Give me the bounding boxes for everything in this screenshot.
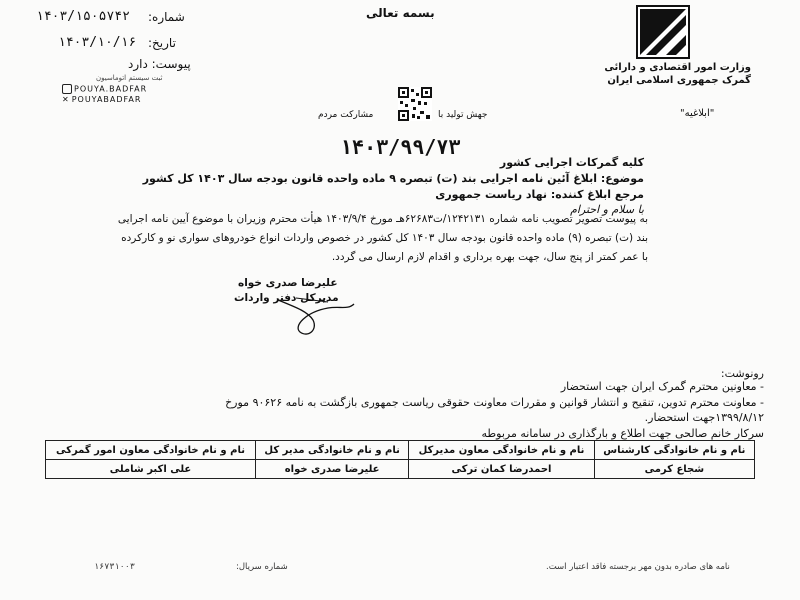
table-row bbox=[46, 460, 755, 479]
table-cell: احمدرضا کمان ترکی bbox=[409, 460, 594, 479]
body-line-3: با عمر کمتر از پنج سال، جهت بهره برداری و اقدام لازم ارسال می گردد. bbox=[331, 251, 648, 263]
cc-heading: رونوشت: bbox=[720, 367, 764, 380]
body-line-2: بند (ت) تبصره (۹) ماده واحده قانون بودجه سال ۱۴۰۳ کل کشور در خصوص واردات انواع خودروهای سواری نو و کارکرده bbox=[121, 232, 648, 244]
instagram-icon bbox=[62, 84, 72, 94]
footer-serial-label: شماره سریال: bbox=[236, 562, 288, 572]
table-header-row bbox=[46, 441, 755, 460]
date-label: تاریخ: bbox=[148, 36, 176, 50]
cc-item-3: ۱۳۹۹/۸/۱۲جهت استحضار. bbox=[644, 411, 764, 424]
footer-serial-number: ۱۶۷۳۱۰۰۳ bbox=[94, 562, 135, 572]
bismillah-heading: بسمه تعالی bbox=[366, 6, 435, 20]
footer-note: نامه های صادره بدون مهر برجسته فاقد اعتبار است. bbox=[546, 562, 730, 572]
table-cell: علی اکبر شاملی bbox=[46, 460, 256, 479]
slogan-right: مشارکت مردم bbox=[318, 110, 374, 120]
signatory-title: مدیرکل دفتر واردات bbox=[234, 292, 339, 304]
slogan-left: جهش تولید با bbox=[438, 110, 488, 120]
recipients-line: کلیه گمرکات اجرایی کشور bbox=[499, 156, 644, 169]
social-handle-1: POUYA.BADFAR bbox=[62, 84, 147, 94]
signature-icon bbox=[268, 290, 358, 340]
handwritten-note: ثبت سیستم اتوماسیون bbox=[96, 74, 163, 82]
qr-code-icon bbox=[398, 87, 432, 121]
customs-logo-icon bbox=[636, 5, 690, 59]
staff-table bbox=[45, 440, 755, 479]
social-handle-2: ✕ POUYABADFAR bbox=[62, 95, 142, 104]
org-name-line2: گمرک جمهوری اسلامی ایران bbox=[607, 75, 751, 86]
letter-date: ۱۴۰۳/۱۰/۱۶ bbox=[58, 35, 137, 50]
table-header-cell: نام و نام خانوادگی مدیر کل bbox=[256, 441, 409, 460]
table-cell: علیرضا صدری خواه bbox=[256, 460, 409, 479]
table-header-cell: نام و نام خانوادگی معاون مدیرکل bbox=[409, 441, 594, 460]
main-letter-number: ۱۴۰۳/۹۹/۷۳ bbox=[340, 135, 461, 159]
notice-label: "ابلاغیه" bbox=[680, 108, 715, 119]
x-icon: ✕ bbox=[62, 95, 70, 104]
cc-item-1: - معاونین محترم گمرک ایران جهت استحضار bbox=[560, 380, 764, 393]
greeting-line: با سلام و احترام bbox=[570, 203, 644, 216]
subject-line: موضوع: ابلاغ آئین نامه اجرایی بند (ت) تبصره ۹ ماده واحده قانون بودجه سال ۱۴۰۳ کل کشور bbox=[142, 172, 644, 185]
reference-line: مرجع ابلاغ کننده: نهاد ریاست جمهوری bbox=[435, 188, 644, 201]
cc-item-4: سرکار خانم صالحی جهت اطلاع و بارگذاری در سامانه مربوطه bbox=[481, 427, 764, 440]
attachment-label: پیوست: دارد bbox=[128, 57, 191, 71]
cc-item-2: - معاونت محترم تدوین، تنقیح و انتشار قوانین و مقررات معاونت حقوقی ریاست جمهوری بازگشت به نامه ۹۰۶۲۶ مورخ bbox=[225, 396, 764, 409]
signatory-name: علیرضا صدری خواه bbox=[238, 277, 338, 289]
letter-number: ۱۴۰۳/۱۵۰۵۷۴۲ bbox=[36, 9, 130, 24]
body-line-1: به پیوست تصویر تصویب نامه شماره ۱۲۴۲۱۳۱/ت۶۲۶۸۳هـ مورخ ۱۴۰۳/۹/۴ هیأت محترم وزیران با موضوع آیین نامه اجرایی bbox=[117, 213, 648, 225]
number-label: شماره: bbox=[148, 10, 185, 24]
table-header-cell: نام و نام خانوادگی کارشناس bbox=[594, 441, 754, 460]
org-name-line1: وزارت امور اقتصادی و دارائی bbox=[604, 62, 751, 73]
table-header-cell: نام و نام خانوادگی معاون امور گمرکی bbox=[46, 441, 256, 460]
table-cell: شجاع کرمی bbox=[594, 460, 754, 479]
